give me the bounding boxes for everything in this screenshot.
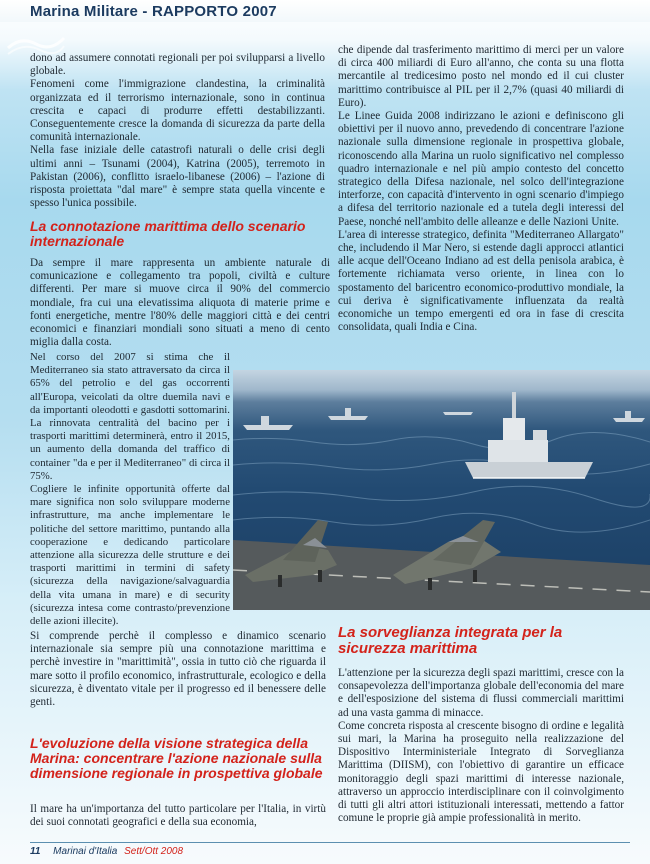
column-right-top [338, 44, 624, 334]
fleet-illustration [233, 370, 650, 610]
paragraph: Le Linee Guida 2008 indirizzano le azioni e definiscono gli obiettivi per il nuovo anno, prevedendo di concentrare l'azione nazionale sulla dimensione regionale in prospettiva globale, riconoscendo alla Marina un ruolo significativo nel complesso quadro internazionale e nel più ampio contesto del concetto strategico della Difesa nazionale, nel solco dell'integrazione interforze, con capacità d'intervento in ogni scenario d'impiego a difesa del territorio nazionale ed a tutela degli interessi del Paese, nonché nell'ambito delle alleanze e delle Nazioni Unite. [338, 110, 624, 228]
section-heading-evoluzione: L'evoluzione della visione strategica della Marina: concentrare l'azione nazionale sulla dimensione regionale in prospettiva globale [30, 735, 323, 781]
paragraph: Come concreta risposta al crescente bisogno di ordine e legalità sui mari, la Marina ha proseguito nella realizzazione del Dispositivo Interministeriale Integrato di Sorveglianza Marittima (DIISM), con l'obiettivo di garantire un efficace monitoraggio degli spazi marittimi di interesse nazionale, attraverso un approccio interdisciplinare con il coinvolgimento di tutti gli altri attori istituzionali interessati, mettendo a fattor comune le proprie già ampie professionalità in merito. [338, 719, 624, 825]
paragraph: Nel corso del 2007 si stima che il Mediterraneo sia stato attraversato da circa il 65% del petrolio e del gas occorrenti all'Europa, veicolati da oltre duemila navi e da importanti oleodotti e gasdotti sottomarini. La rinnovata centralità del bacino per i trasporti marittimi determinerà, entro il 2015, un aumento della domanda del traffico di container "da e per il Mediterraneo" di circa il 75%. [30, 351, 230, 482]
frigate [465, 392, 593, 478]
naval-fleet-photo [233, 370, 650, 610]
magazine-name: Marinai d'Italia [53, 846, 118, 857]
paragraph: dono ad assumere connotati regionali per poi svilupparsi a livello globale. [30, 52, 325, 78]
issue-date: Sett/Ott 2008 [124, 846, 184, 857]
section-heading-sorveglianza: La sorveglianza integrata per la sicurezza marittima [338, 624, 563, 657]
paragraph: Nella fase iniziale delle catastrofi naturali o delle crisi degli ultimi anni – Tsunami (2004), Katrina (2005), terremoto in Pakistan (2006), conflitto israelo-libanese (2006) – l'azione di risposta proiettata "dal mare" è sempre stata quella vincente e spesso l'unica possibile. [30, 144, 325, 210]
footer-rule [30, 842, 630, 843]
paragraph: Fenomeni come l'immigrazione clandestina, la criminalità organizzata ed il terrorismo internazionale, sono in continua crescita e capaci di produrre effetti destabilizzanti. Conseguentemente cresce la domanda di sicurezza da parte della comunità internazionale. [30, 78, 325, 144]
column-left-end [30, 803, 326, 829]
header-title: Marina Militare - RAPPORTO 2007 [30, 3, 277, 20]
column-left-wrap [30, 351, 230, 628]
paragraph: che dipende dal trasferimento marittimo di merci per un valore di circa 400 miliardi di Euro all'anno, che conta su una flotta mercantile al tredicesimo posto nel mondo ed il cui cluster marittimo contribuisce al PIL per il 2,7% (quasi 40 miliardi di Euro). [338, 44, 624, 109]
column-right-bottom [338, 667, 624, 825]
distant-ships [243, 408, 645, 430]
column-left-mid [30, 257, 330, 349]
paragraph: Il mare ha un'importanza del tutto particolare per l'Italia, in virtù dei suoi connotati geografici e della sua economia, [30, 803, 326, 829]
section-heading-connotazione: La connotazione marittima dello scenario internazionale [30, 218, 306, 249]
paragraph: L'area di interesse strategico, definita "Mediterraneo Allargato" che, includendo il Mar Nero, si estende dagli approcci atlantici alle acque dell'Oceano Indiano ad est della penisola arabica, è fortemente richiamata verso oriente, in linea con lo spostamento del baricentro economico-produttivo mondiale, la cui deriva è significativamente influenzata da realtà economiche un tempo emergenti ed ora in fase di crescita consolidata, quali India e Cina. [338, 228, 624, 334]
paragraph: L'attenzione per la sicurezza degli spazi marittimi, cresce con la consapevolezza dell'importanza globale dell'economia del mare e dell'esposizione del sistema di flussi commerciali marittimi ad una vasta gamma di minacce. [338, 667, 624, 719]
footer [30, 846, 183, 857]
column-left-bottom [30, 630, 326, 709]
column-left-top [30, 52, 325, 210]
paragraph: Da sempre il mare rappresenta un ambiente naturale di comunicazione e collegamento tra popoli, civiltà e culture differenti. Per mare si muove circa il 90% del commercio mondiale, fra cui una elevatissima aliquota di materie prime e fonti energetiche, mentre l'80% delle maggiori città e dei centri economici e finanziari mondiali sono situati a meno di cento miglia dalla costa. [30, 257, 330, 349]
paragraph: Si comprende perchè il complesso e dinamico scenario internazionale sia sempre più una connotazione marittima e perchè investire in "marittimità", ossia in tutto ciò che riguarda il mare sotto il profilo economico, infrastrutturale, ecologico e della sicurezza, è diventato vitale per il progresso ed il benessere delle genti. [30, 630, 326, 709]
waves [233, 432, 650, 532]
page-number: 11 [30, 846, 41, 857]
paragraph: Cogliere le infinite opportunità offerte dal mare significa non solo sviluppare moderne infrastrutture, ma anche implementare le politiche del settore marittimo, puntando alla cooperazione e dedicando particolare attenzione alla sicurezza delle strutture e dei trasporti marittimi in termini di safety (sicurezza della navigazione/salvaguardia della vita umana in mare) e di security (sicurezza intesa come contrasto/prevenzione delle azioni illecite). [30, 483, 230, 628]
